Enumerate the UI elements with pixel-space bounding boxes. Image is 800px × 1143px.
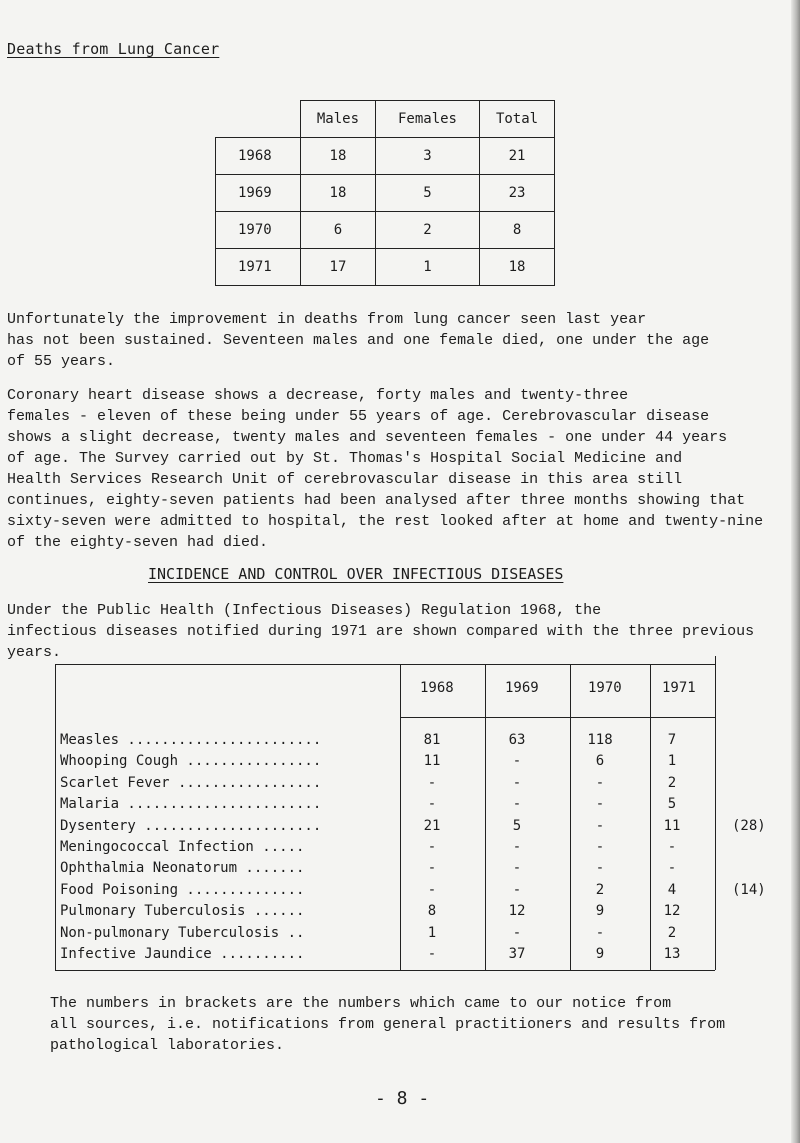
paragraph-lung-cancer: Unfortunately the improvement in deaths from lung cancer seen last year has not been sustained. Seventeen males and one female died, one under the age of 55 years. bbox=[7, 311, 710, 370]
row-year: 1970 bbox=[216, 212, 301, 249]
cell-males: 18 bbox=[301, 175, 376, 212]
disease-label: Dysentery ..................... bbox=[60, 817, 322, 834]
cell-1970: 9 bbox=[595, 903, 605, 920]
cell-1970: 2 bbox=[595, 881, 605, 898]
page-edge-shadow bbox=[791, 0, 800, 1143]
table-row bbox=[216, 212, 555, 249]
cell-1969: - bbox=[512, 753, 522, 770]
cell-males: 6 bbox=[301, 212, 376, 249]
table-corner bbox=[216, 101, 301, 138]
table-row bbox=[216, 138, 555, 175]
cell-1968: - bbox=[427, 839, 437, 855]
cell-females: 2 bbox=[375, 212, 479, 249]
cell-1971: 1 bbox=[667, 753, 677, 770]
bracket-note: (14) bbox=[732, 881, 766, 898]
cell-1971: - bbox=[667, 839, 677, 855]
cell-1970: - bbox=[595, 860, 605, 877]
row-year: 1968 bbox=[216, 138, 301, 175]
col-header-1968: 1968 bbox=[420, 680, 454, 696]
paragraph-regulation: Under the Public Health (Infectious Diseases) Regulation 1968, the infectious diseases notified during 1971 are shown compared with the three previous years. bbox=[7, 602, 755, 661]
page-number: - 8 - bbox=[375, 1088, 430, 1109]
section-heading: INCIDENCE AND CONTROL OVER INFECTIOUS DISEASES bbox=[148, 565, 564, 583]
cell-1968: 81 bbox=[423, 732, 441, 748]
col-divider bbox=[400, 664, 401, 970]
cell-1971: 7 bbox=[667, 732, 677, 748]
cell-1968: 1 bbox=[427, 924, 437, 941]
cell-1968: 11 bbox=[423, 753, 441, 770]
disease-label: Measles ....................... bbox=[60, 732, 322, 748]
cell-1970: 118 bbox=[587, 732, 613, 748]
col-divider bbox=[570, 664, 571, 970]
cell-total: 23 bbox=[480, 175, 555, 212]
disease-label: Malaria ....................... bbox=[60, 796, 322, 813]
cell-1968: - bbox=[427, 860, 437, 877]
table-row bbox=[216, 249, 555, 286]
cell-females: 1 bbox=[375, 249, 479, 286]
cell-1970: - bbox=[595, 796, 605, 813]
disease-label: Ophthalmia Neonatorum ....... bbox=[60, 860, 305, 877]
table-left-border bbox=[55, 664, 56, 970]
cell-1969: - bbox=[512, 796, 522, 813]
cell-1971: 11 bbox=[663, 817, 681, 834]
cell-1969: - bbox=[512, 774, 522, 791]
col-header-1969: 1969 bbox=[505, 680, 539, 696]
cell-1968: - bbox=[427, 774, 437, 791]
cell-1971: 2 bbox=[667, 924, 677, 941]
cell-1969: 5 bbox=[512, 817, 522, 834]
disease-label: Scarlet Fever ................. bbox=[60, 774, 322, 791]
disease-label: Pulmonary Tuberculosis ...... bbox=[60, 903, 305, 920]
table-bottom-border bbox=[55, 970, 715, 971]
cell-1971: 12 bbox=[663, 903, 681, 920]
bracket-note: (28) bbox=[732, 817, 766, 834]
cell-1968: - bbox=[427, 881, 437, 898]
cell-1971: 4 bbox=[667, 881, 677, 898]
cell-total: 18 bbox=[480, 249, 555, 286]
col-header-1971: 1971 bbox=[662, 680, 696, 696]
disease-label: Meningococcal Infection ..... bbox=[60, 839, 305, 855]
col-header-females: Females bbox=[375, 101, 479, 138]
cell-males: 18 bbox=[301, 138, 376, 175]
disease-label: Infective Jaundice .......... bbox=[60, 946, 305, 962]
page-heading: Deaths from Lung Cancer bbox=[7, 40, 220, 58]
disease-label: Non-pulmonary Tuberculosis .. bbox=[60, 924, 305, 941]
cell-1970: - bbox=[595, 774, 605, 791]
disease-label: Whooping Cough ................ bbox=[60, 753, 322, 770]
cell-1969: - bbox=[512, 839, 522, 855]
cell-1969: 12 bbox=[508, 903, 526, 920]
cell-1969: - bbox=[512, 881, 522, 898]
disease-label: Food Poisoning .............. bbox=[60, 881, 305, 898]
cell-1970: - bbox=[595, 924, 605, 941]
col-header-males: Males bbox=[301, 101, 376, 138]
cell-1969: 37 bbox=[508, 946, 526, 962]
cell-1968: - bbox=[427, 946, 437, 962]
cell-females: 3 bbox=[375, 138, 479, 175]
table-row bbox=[216, 175, 555, 212]
lung-cancer-table bbox=[215, 100, 555, 286]
header-rule bbox=[400, 717, 715, 718]
cell-1970: - bbox=[595, 839, 605, 855]
cell-1968: - bbox=[427, 796, 437, 813]
row-year: 1969 bbox=[216, 175, 301, 212]
row-year: 1971 bbox=[216, 249, 301, 286]
col-divider bbox=[485, 664, 486, 970]
cell-1970: 9 bbox=[595, 946, 605, 962]
cell-1969: - bbox=[512, 860, 522, 877]
cell-total: 8 bbox=[480, 212, 555, 249]
paragraph-heart-disease: Coronary heart disease shows a decrease, forty males and twenty-three females - eleven of these being under 55 years of age. Cerebrovascular disease shows a slight decrease, twenty males and seventeen females - one under 44 years of age. The Survey carried out by St. Thomas's Hospital Social Medicine and Health Services Research Unit of cerebrovascular disease in this area still continues, eighty-seven patients had been analysed after three months showing that sixty-seven were admitted to hospital, the rest looked after at home and twenty-nine of the eighty-seven had died. bbox=[7, 387, 764, 551]
cell-1971: 5 bbox=[667, 796, 677, 813]
col-header-total: Total bbox=[480, 101, 555, 138]
cell-1971: - bbox=[667, 860, 677, 877]
cell-males: 17 bbox=[301, 249, 376, 286]
cell-1968: 8 bbox=[427, 903, 437, 920]
table-right-border bbox=[715, 656, 716, 970]
cell-1969: 63 bbox=[508, 732, 526, 748]
col-header-1970: 1970 bbox=[588, 680, 622, 696]
cell-1970: 6 bbox=[595, 753, 605, 770]
paragraph-brackets-note: The numbers in brackets are the numbers which came to our notice from all sources, i.e. notifications from general practitioners and results from pathological laboratories. bbox=[50, 995, 726, 1054]
cell-1971: 2 bbox=[667, 774, 677, 791]
cell-1970: - bbox=[595, 817, 605, 834]
cell-females: 5 bbox=[375, 175, 479, 212]
cell-1971: 13 bbox=[663, 946, 681, 962]
col-divider bbox=[650, 664, 651, 970]
cell-total: 21 bbox=[480, 138, 555, 175]
table-top-border bbox=[55, 664, 715, 665]
cell-1969: - bbox=[512, 924, 522, 941]
cell-1968: 21 bbox=[423, 817, 441, 834]
